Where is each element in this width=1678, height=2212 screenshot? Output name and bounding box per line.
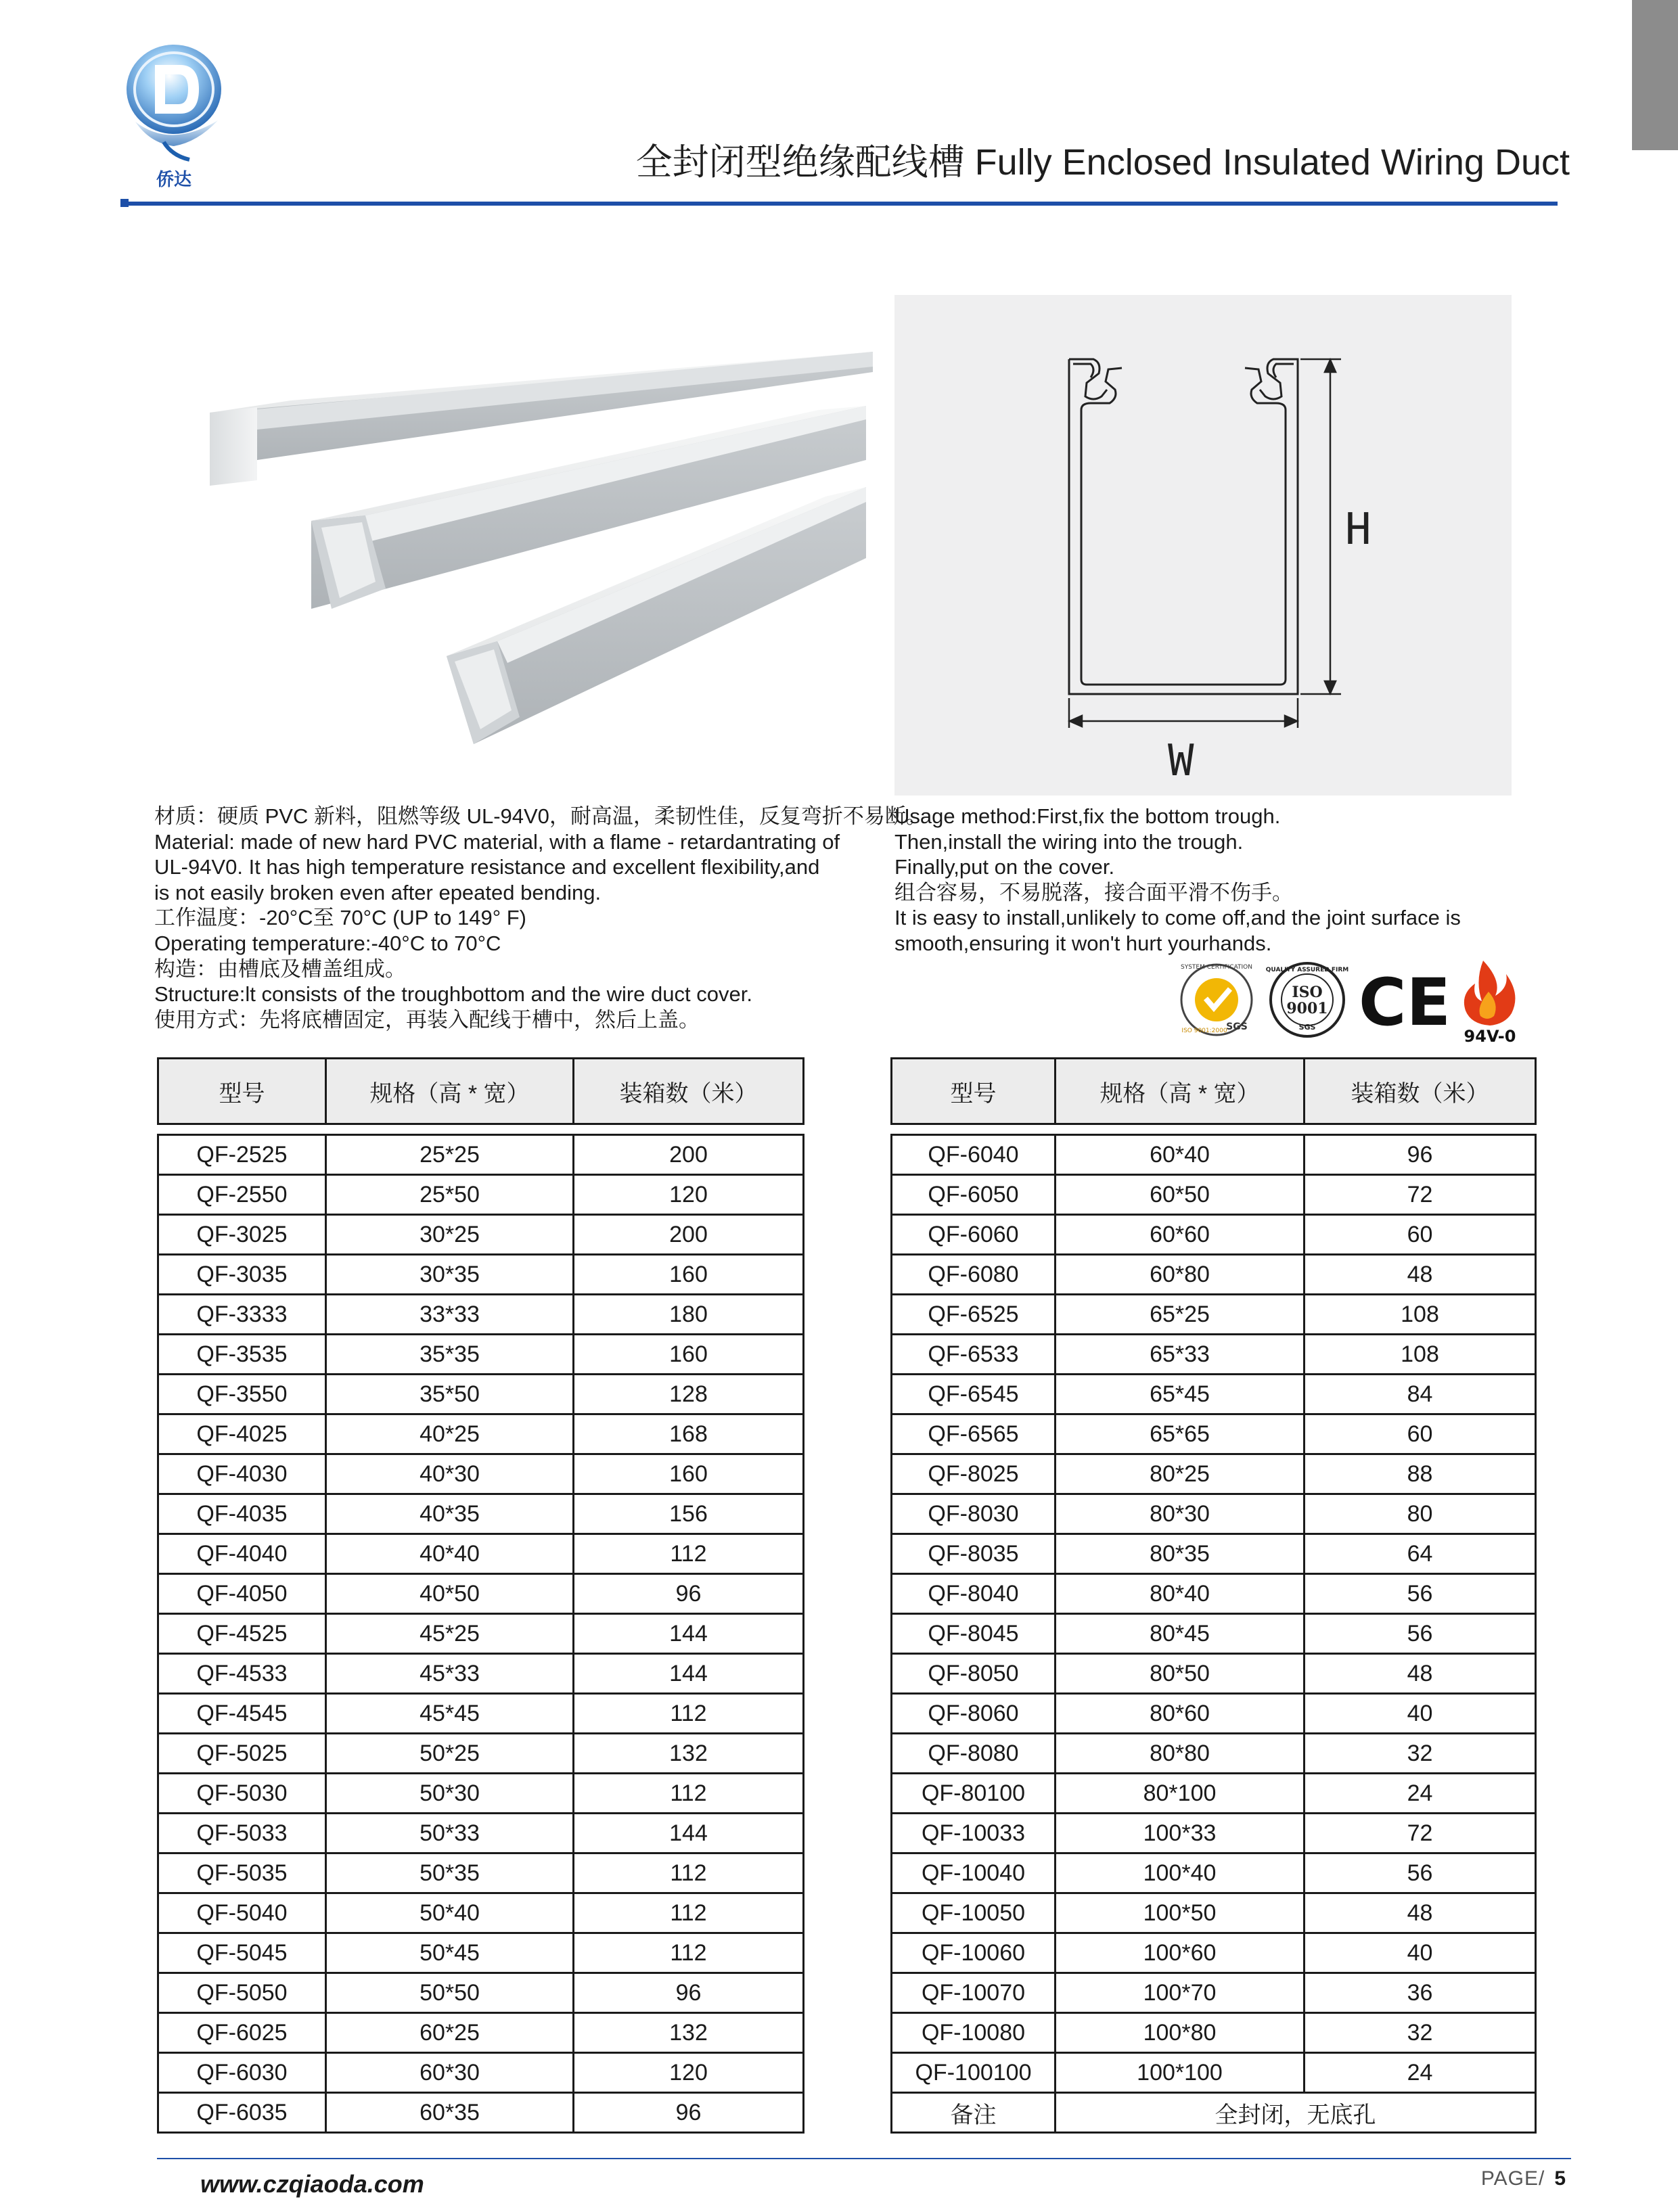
cell-size: 80*50: [1056, 1654, 1305, 1694]
cell-packing: 60: [1305, 1414, 1536, 1454]
table-row: [892, 1255, 1536, 1295]
cell-packing: 32: [1305, 1734, 1536, 1774]
svg-text:ISO: ISO: [1292, 984, 1323, 1001]
company-logo: [123, 41, 225, 196]
cell-size: 25*25: [326, 1135, 574, 1175]
cell-size: 100*40: [1056, 1853, 1305, 1893]
desc-line: UL-94V0. It has high temperature resistance and excellent flexibility,and: [154, 855, 820, 879]
table-row: [158, 1654, 804, 1694]
table-row: [158, 2013, 804, 2053]
cell-size: 80*80: [1056, 1734, 1305, 1774]
cell-packing: 36: [1305, 1973, 1536, 2013]
table-row: [158, 1295, 804, 1335]
cell-size: 65*65: [1056, 1414, 1305, 1454]
iso-9001-icon: [1266, 963, 1348, 1036]
cell-size: 100*70: [1056, 1973, 1305, 2013]
desc-line: Operating temperature:-40°C to 70°C: [154, 931, 501, 955]
page-number-value: 5: [1554, 2167, 1566, 2190]
desc-line: Finally,put on the cover.: [894, 855, 1115, 879]
desc-line: 使用方式：先将底槽固定，再装入配线于槽中，然后上盖。: [154, 1007, 700, 1032]
cell-packing: 112: [574, 1853, 804, 1893]
cell-model: QF-4533: [158, 1654, 326, 1694]
note-label: 备注: [892, 2093, 1056, 2133]
cell-model: QF-5050: [158, 1973, 326, 2013]
cell-model: QF-6040: [892, 1135, 1056, 1175]
desc-line: is not easily broken even after epeated bending.: [154, 880, 602, 904]
cell-model: QF-4545: [158, 1694, 326, 1734]
table-row: [158, 1734, 804, 1774]
table-row: [892, 1614, 1536, 1654]
table-row: [158, 1454, 804, 1494]
cell-model: QF-5030: [158, 1774, 326, 1814]
cell-model: QF-8080: [892, 1734, 1056, 1774]
table-row: [892, 1335, 1536, 1375]
cell-packing: 96: [574, 1574, 804, 1614]
table-row: [158, 1853, 804, 1893]
table-row: [892, 1814, 1536, 1853]
table-row: [892, 1654, 1536, 1694]
cell-model: QF-10070: [892, 1973, 1056, 2013]
cell-size: 60*50: [1056, 1175, 1305, 1215]
cell-model: QF-10033: [892, 1814, 1056, 1853]
cell-size: 60*60: [1056, 1215, 1305, 1255]
table-row: [158, 1694, 804, 1734]
cell-packing: 200: [574, 1215, 804, 1255]
cell-packing: 64: [1305, 1534, 1536, 1574]
page-tab-marker: [1632, 0, 1678, 150]
cell-model: QF-8025: [892, 1454, 1056, 1494]
cell-size: 80*45: [1056, 1614, 1305, 1654]
cell-packing: 24: [1305, 1774, 1536, 1814]
page-label: PAGE/: [1480, 2167, 1545, 2190]
cell-model: QF-6565: [892, 1414, 1056, 1454]
cell-packing: 88: [1305, 1454, 1536, 1494]
cell-model: QF-6060: [892, 1215, 1056, 1255]
cell-packing: 160: [574, 1454, 804, 1494]
table-row: [158, 1215, 804, 1255]
cell-packing: 48: [1305, 1255, 1536, 1295]
cell-size: 33*33: [326, 1295, 574, 1335]
cell-size: 50*25: [326, 1734, 574, 1774]
table-row: [158, 1814, 804, 1853]
cell-packing: 72: [1305, 1175, 1536, 1215]
cell-size: 50*35: [326, 1853, 574, 1893]
cell-packing: 160: [574, 1335, 804, 1375]
cell-packing: 56: [1305, 1574, 1536, 1614]
cell-model: QF-3535: [158, 1335, 326, 1375]
table-row: [892, 1774, 1536, 1814]
cell-model: QF-10050: [892, 1893, 1056, 1933]
cell-packing: 84: [1305, 1375, 1536, 1414]
cell-packing: 132: [574, 1734, 804, 1774]
table-row: [892, 1175, 1536, 1215]
spec-table-left: [157, 1134, 804, 2134]
cell-packing: 24: [1305, 2053, 1536, 2093]
page-number: [1481, 2167, 1566, 2190]
cell-size: 45*45: [326, 1694, 574, 1734]
cell-model: QF-6533: [892, 1335, 1056, 1375]
cell-model: QF-3333: [158, 1295, 326, 1335]
cell-size: 40*30: [326, 1454, 574, 1494]
cell-packing: 120: [574, 2053, 804, 2093]
cell-packing: 48: [1305, 1893, 1536, 1933]
table-row: [158, 1375, 804, 1414]
desc-line: It is easy to install,unlikely to come off,and the joint surface is: [894, 906, 1461, 930]
table-row: [158, 1574, 804, 1614]
cell-model: QF-3550: [158, 1375, 326, 1414]
certification-logos: [1177, 954, 1529, 1045]
cell-size: 40*50: [326, 1574, 574, 1614]
ce-mark-icon: CE: [1359, 965, 1451, 1040]
cell-model: QF-6025: [158, 2013, 326, 2053]
cell-size: 50*33: [326, 1814, 574, 1853]
cell-size: 50*30: [326, 1774, 574, 1814]
cell-size: 65*25: [1056, 1295, 1305, 1335]
cell-packing: 112: [574, 1893, 804, 1933]
flame-retardant-icon: [1464, 961, 1516, 1045]
cell-model: QF-8035: [892, 1534, 1056, 1574]
cell-packing: 80: [1305, 1494, 1536, 1534]
cell-size: 80*40: [1056, 1574, 1305, 1614]
cell-size: 100*80: [1056, 2013, 1305, 2053]
svg-text:SGS: SGS: [1226, 1021, 1248, 1032]
cell-packing: 156: [574, 1494, 804, 1534]
cell-model: QF-80100: [892, 1774, 1056, 1814]
cell-model: QF-4030: [158, 1454, 326, 1494]
cell-size: 35*35: [326, 1335, 574, 1375]
table-row: [158, 2053, 804, 2093]
spec-table-left-header: [157, 1057, 804, 1125]
cell-packing: 108: [1305, 1335, 1536, 1375]
desc-line: 工作温度：-20°C至 70°C (UP to 149° F): [154, 906, 526, 930]
cell-model: QF-8050: [892, 1654, 1056, 1694]
desc-line: 组合容易，不易脱落，接合面平滑不伤手。: [894, 880, 1293, 904]
svg-text:QUALITY ASSURED FIRM: QUALITY ASSURED FIRM: [1265, 967, 1349, 973]
table-row: [158, 2093, 804, 2133]
cell-packing: 96: [574, 1973, 804, 2013]
cell-model: QF-6545: [892, 1375, 1056, 1414]
table-row: [158, 1534, 804, 1574]
spec-table-right: [890, 1134, 1537, 2134]
cell-size: 60*80: [1056, 1255, 1305, 1295]
table-row: [158, 1335, 804, 1375]
desc-line: Structure:lt consists of the troughbottom and the wire duct cover.: [154, 982, 752, 1007]
cell-model: QF-8060: [892, 1694, 1056, 1734]
cell-size: 25*50: [326, 1175, 574, 1215]
table-row: [892, 1853, 1536, 1893]
table-row: [158, 1135, 804, 1175]
column-header-size: 规格（高 * 宽）: [326, 1059, 574, 1124]
table-row: [892, 1893, 1536, 1933]
cell-packing: 108: [1305, 1295, 1536, 1335]
cross-section-diagram: [894, 295, 1512, 796]
cell-size: 100*60: [1056, 1933, 1305, 1973]
cell-size: 65*45: [1056, 1375, 1305, 1414]
cell-size: 80*25: [1056, 1454, 1305, 1494]
cell-model: QF-3035: [158, 1255, 326, 1295]
cell-size: 60*30: [326, 2053, 574, 2093]
cell-model: QF-10040: [892, 1853, 1056, 1893]
cell-size: 50*50: [326, 1973, 574, 2013]
cell-packing: 112: [574, 1694, 804, 1734]
column-header-model: 型号: [892, 1059, 1056, 1124]
header-rule: [120, 202, 1558, 206]
cell-size: 80*35: [1056, 1534, 1305, 1574]
cell-model: QF-6050: [892, 1175, 1056, 1215]
cell-packing: 96: [574, 2093, 804, 2133]
description-left: [154, 804, 927, 1032]
cell-packing: 32: [1305, 2013, 1536, 2053]
column-header-packing: 装箱数（米）: [574, 1059, 804, 1124]
cell-packing: 168: [574, 1414, 804, 1454]
cell-size: 100*50: [1056, 1893, 1305, 1933]
cell-size: 60*35: [326, 2093, 574, 2133]
cell-model: QF-10080: [892, 2013, 1056, 2053]
cell-packing: 120: [574, 1175, 804, 1215]
table-row: [892, 1295, 1536, 1335]
cell-size: 45*33: [326, 1654, 574, 1694]
cell-packing: 72: [1305, 1814, 1536, 1853]
sgs-certification-icon: [1181, 964, 1252, 1035]
column-header-packing: 装箱数（米）: [1305, 1059, 1536, 1124]
svg-text:94V-0: 94V-0: [1464, 1027, 1516, 1045]
table-row: [892, 1534, 1536, 1574]
table-row: [892, 1933, 1536, 1973]
cell-model: QF-8045: [892, 1614, 1056, 1654]
table-row: [892, 1375, 1536, 1414]
footer-rule: [157, 2158, 1571, 2159]
table-row: [892, 1574, 1536, 1614]
cell-size: 50*40: [326, 1893, 574, 1933]
cell-packing: 180: [574, 1295, 804, 1335]
cell-model: QF-100100: [892, 2053, 1056, 2093]
table-row: [158, 1893, 804, 1933]
page-title: 全封闭型绝缘配线槽 Fully Enclosed Insulated Wiring Duct: [635, 142, 1570, 183]
cell-size: 65*33: [1056, 1335, 1305, 1375]
cell-packing: 56: [1305, 1614, 1536, 1654]
cell-model: QF-6030: [158, 2053, 326, 2093]
cell-size: 60*25: [326, 2013, 574, 2053]
cell-model: QF-2525: [158, 1135, 326, 1175]
cell-packing: 96: [1305, 1135, 1536, 1175]
svg-text:9001: 9001: [1286, 1000, 1328, 1017]
cell-size: 50*45: [326, 1933, 574, 1973]
svg-text:ISO 9001:2000: ISO 9001:2000: [1181, 1028, 1227, 1034]
cell-size: 40*35: [326, 1494, 574, 1534]
cell-model: QF-4050: [158, 1574, 326, 1614]
desc-line: Then,install the wiring into the trough.: [894, 829, 1244, 854]
cell-model: QF-3025: [158, 1215, 326, 1255]
cell-model: QF-5035: [158, 1853, 326, 1893]
product-photo: [189, 325, 880, 758]
cell-packing: 48: [1305, 1654, 1536, 1694]
cell-model: QF-5033: [158, 1814, 326, 1853]
cell-model: QF-6035: [158, 2093, 326, 2133]
height-label: H: [1345, 505, 1371, 555]
cell-packing: 60: [1305, 1215, 1536, 1255]
cell-packing: 112: [574, 1534, 804, 1574]
svg-text:SGS: SGS: [1298, 1023, 1316, 1032]
desc-line: Usage method:First,fix the bottom trough.: [894, 804, 1281, 828]
table-row: [158, 1175, 804, 1215]
cell-size: 30*25: [326, 1215, 574, 1255]
cell-packing: 40: [1305, 1694, 1536, 1734]
cell-packing: 40: [1305, 1933, 1536, 1973]
table-row: [892, 2053, 1536, 2093]
cell-model: QF-5040: [158, 1893, 326, 1933]
cell-size: 100*100: [1056, 2053, 1305, 2093]
cell-size: 80*100: [1056, 1774, 1305, 1814]
cell-packing: 112: [574, 1933, 804, 1973]
cell-packing: 56: [1305, 1853, 1536, 1893]
table-row: [892, 1215, 1536, 1255]
cell-model: QF-4035: [158, 1494, 326, 1534]
cell-packing: 144: [574, 1814, 804, 1853]
cell-size: 60*40: [1056, 1135, 1305, 1175]
cell-model: QF-4040: [158, 1534, 326, 1574]
table-row: [892, 1414, 1536, 1454]
desc-line: Material: made of new hard PVC material, with a flame - retardantrating of: [154, 829, 840, 854]
cell-size: 45*25: [326, 1614, 574, 1654]
description-right: [894, 804, 1558, 957]
cell-model: QF-4025: [158, 1414, 326, 1454]
desc-line: 构造：由槽底及槽盖组成。: [154, 957, 406, 981]
cell-size: 100*33: [1056, 1814, 1305, 1853]
table-row: [158, 1494, 804, 1534]
cell-model: QF-2550: [158, 1175, 326, 1215]
cell-size: 80*60: [1056, 1694, 1305, 1734]
table-row: [158, 1255, 804, 1295]
cell-model: QF-10060: [892, 1933, 1056, 1973]
cell-size: 40*25: [326, 1414, 574, 1454]
website-link[interactable]: www.czqiaoda.com: [200, 2170, 424, 2198]
column-header-model: 型号: [158, 1059, 326, 1124]
column-header-size: 规格（高 * 宽）: [1056, 1059, 1305, 1124]
cell-model: QF-5025: [158, 1734, 326, 1774]
spec-table-right-header: [890, 1057, 1537, 1125]
cell-packing: 128: [574, 1375, 804, 1414]
cell-model: QF-4525: [158, 1614, 326, 1654]
cell-model: QF-6080: [892, 1255, 1056, 1295]
cell-model: QF-5045: [158, 1933, 326, 1973]
table-row: [892, 1694, 1536, 1734]
desc-line: smooth,ensuring it won't hurt yourhands.: [894, 931, 1272, 955]
cell-packing: 132: [574, 2013, 804, 2053]
cell-packing: 160: [574, 1255, 804, 1295]
note-value: 全封闭，无底孔: [1056, 2093, 1536, 2133]
cell-model: QF-8040: [892, 1574, 1056, 1614]
width-label: W: [1168, 736, 1194, 786]
table-row: [892, 1734, 1536, 1774]
table-row: [892, 1135, 1536, 1175]
table-row: [158, 1614, 804, 1654]
table-row: [158, 1933, 804, 1973]
table-row: [892, 1494, 1536, 1534]
cell-model: QF-8030: [892, 1494, 1056, 1534]
table-row: [892, 1973, 1536, 2013]
cell-packing: 144: [574, 1614, 804, 1654]
cell-size: 80*30: [1056, 1494, 1305, 1534]
cell-packing: 200: [574, 1135, 804, 1175]
logo-text: 侨达: [156, 170, 192, 190]
table-row: [158, 1973, 804, 2013]
svg-text:SYSTEM CERTIFICATION: SYSTEM CERTIFICATION: [1181, 964, 1252, 971]
cell-size: 35*50: [326, 1375, 574, 1414]
cell-packing: 112: [574, 1774, 804, 1814]
table-row: [892, 2013, 1536, 2053]
cell-packing: 144: [574, 1654, 804, 1694]
cell-size: 40*40: [326, 1534, 574, 1574]
table-row: [158, 1774, 804, 1814]
table-note-row: [892, 2093, 1536, 2133]
table-row: [892, 1454, 1536, 1494]
cell-model: QF-6525: [892, 1295, 1056, 1335]
table-row: [158, 1414, 804, 1454]
cell-size: 30*35: [326, 1255, 574, 1295]
desc-line: 材质：硬质 PVC 新料，阻燃等级 UL-94V0，耐高温，柔韧性佳，反复弯折不易断。: [154, 804, 927, 828]
